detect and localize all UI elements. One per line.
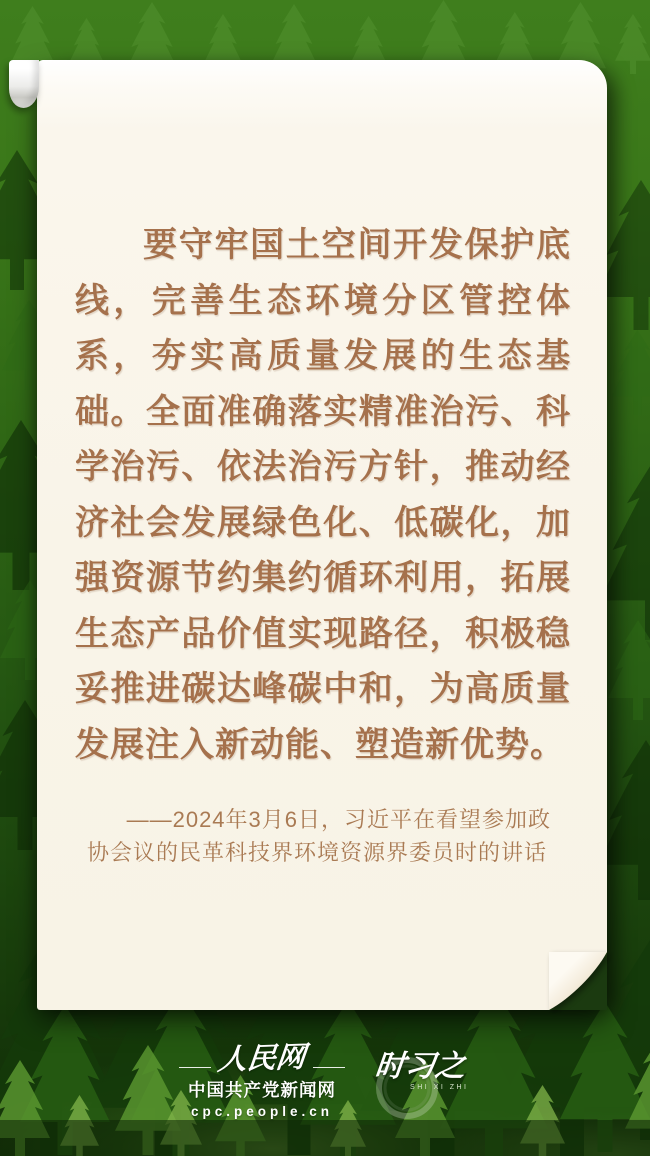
quote-text: 要守牢国土空间开发保护底线，完善生态环境分区管控体系，夯实高质量发展的生态基础。全面准确落实精准治污、科学治污、依法治污方针，推动经济社会发展绿色化、低碳化，加强资源节约集约循环利用，拓展生态产品价值实现路径，积极稳妥推进碳达峰碳中和，为高质量发展注入新动能、塑造新优势。 [75, 227, 571, 764]
right-rule [313, 1067, 345, 1069]
peoples-daily-script-logo: 人民网 [216, 1041, 308, 1077]
quote-attribution: ——2024年3月6日，习近平在看望参加政协会议的民革科技界环境资源界委员时的讲话 [87, 807, 552, 865]
page-curl-bottom-right-icon [549, 952, 607, 1010]
site-name: 中国共产党新闻网 [187, 1080, 336, 1100]
shixizhi-logo [372, 1040, 471, 1120]
quote-card [37, 60, 607, 1010]
peoples-daily-logo [179, 1040, 344, 1119]
page-curl-top-left-icon [9, 60, 39, 108]
site-url: cpc.people.cn [190, 1104, 333, 1119]
left-rule [179, 1067, 211, 1069]
footer-logos [0, 1040, 650, 1120]
column-name-latin: SHI XI ZHI [410, 1084, 469, 1091]
column-name: 时习之 [372, 1050, 467, 1083]
